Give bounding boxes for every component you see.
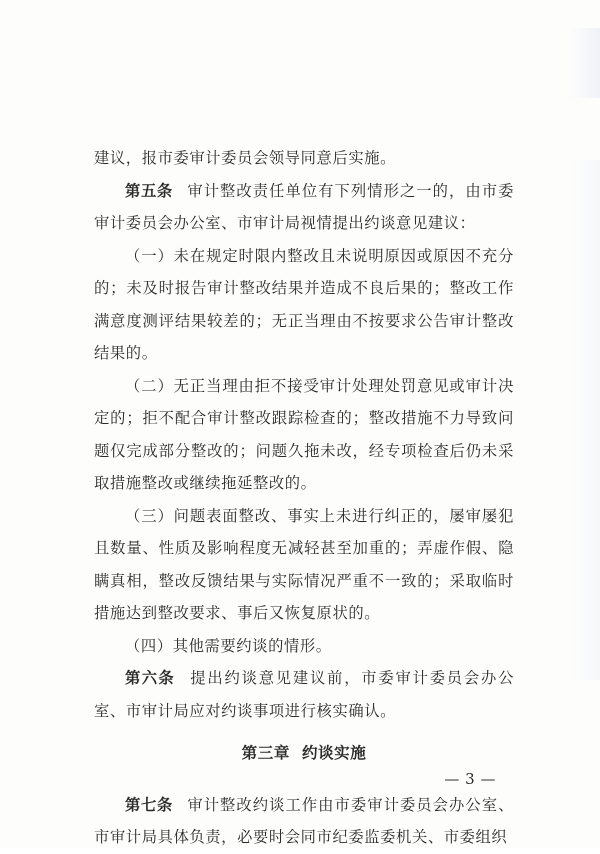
chapter-number: 第三章: [241, 744, 290, 762]
article-label: 第六条: [125, 669, 176, 687]
article-text: 提出约谈意见建议前，市委审计委员会办公室、市审计局应对约谈事项进行核实确认。: [94, 669, 514, 720]
document-body: [94, 142, 514, 854]
article-label: 第五条: [125, 181, 173, 200]
scan-artifact: [570, 160, 600, 680]
article-7: [94, 789, 514, 854]
list-item-4: （四）其他需要约谈的情形。: [125, 636, 332, 655]
list-item-2: （二）无正当理由拒不接受审计处理处罚意见或审计决定的；拒不配合审计整改跟踪检查的；整改措施不力导致问题仅完成部分整改的；问题久拖未改，经专项检查后仍未采取措施整改或继续拖延整改的。: [94, 376, 514, 492]
article-6: [94, 662, 514, 727]
list-item-1: （一）未在规定时限内整改且未说明原因或原因不充分的；未及时报告审计整改结果并造成不良后果的；整改工作满意度测评结果较差的；无正当理由不按要求公告审计整改结果的。: [94, 246, 514, 362]
chapter-heading: [94, 737, 514, 770]
page-number: — 3 —: [444, 770, 496, 788]
scan-artifact: [570, 28, 600, 98]
list-item-3: （三）问题表面整改、事实上未进行纠正的，屡审屡犯且数量、性质及影响程度无减轻甚至加重的；弄虚作假、隐瞒真相，整改反馈结果与实际情况严重不一致的；采取临时措施达到整改要求、事后又恢复原状的。: [94, 506, 514, 622]
article-text: 审计整改约谈工作由市委审计委员会办公室、市审计局具体负责，必要时会同市纪委监委机关、市委组织: [94, 795, 514, 846]
article-text: 审计整改责任单位有下列情形之一的，由市委审计委员会办公室、市审计局视情提出约谈意见建议：: [94, 181, 514, 232]
article-label: 第七条: [125, 795, 173, 814]
paragraph-continuation: 建议，报市委审计委员会领导同意后实施。: [94, 149, 397, 167]
article-5: [94, 175, 514, 240]
chapter-title: 约谈实施: [301, 744, 367, 762]
